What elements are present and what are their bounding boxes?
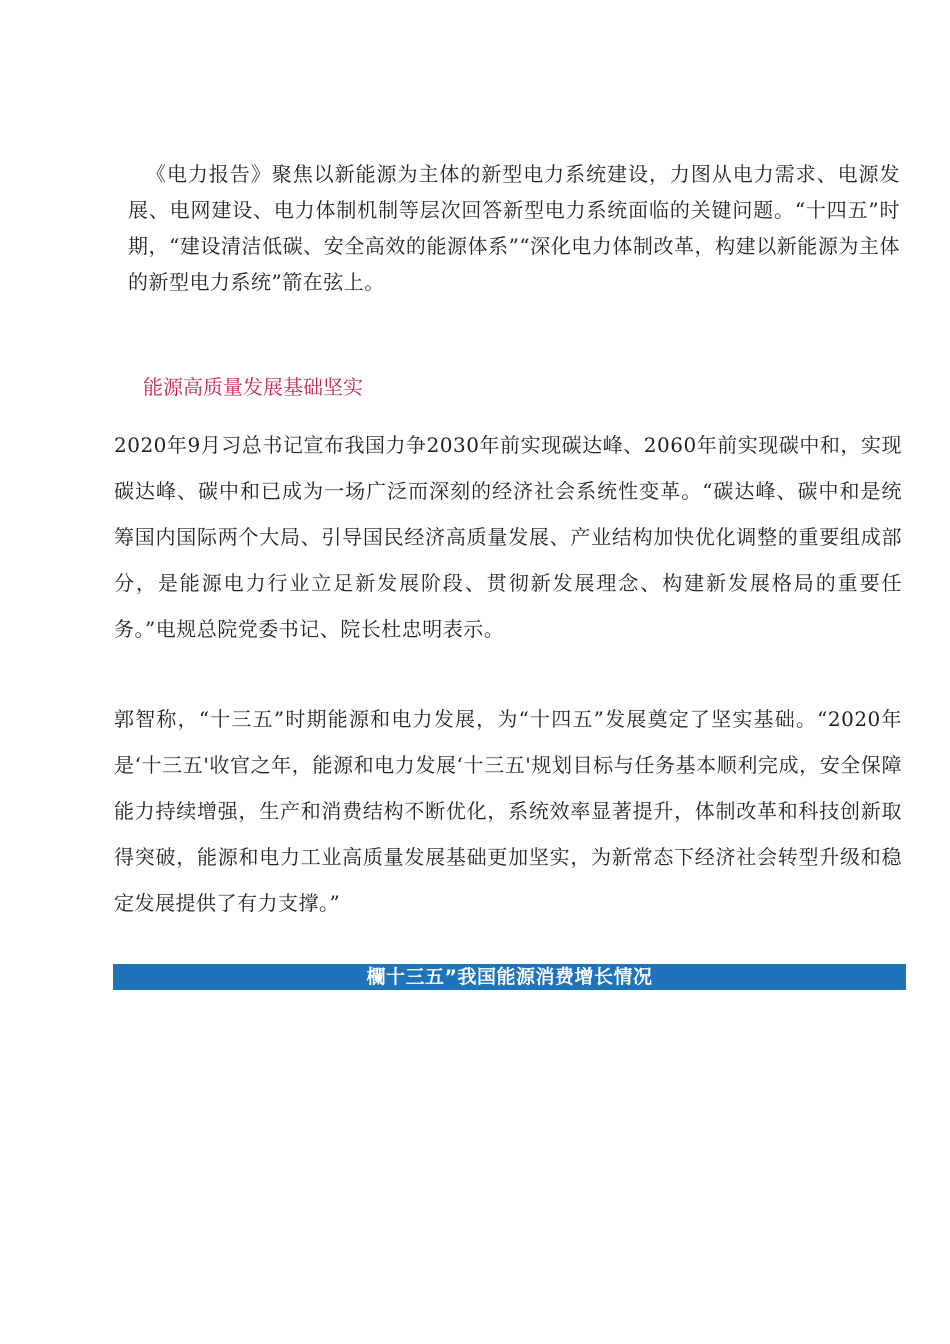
body-paragraph-carbon-goals: 2020年9月习总书记宣布我国力争2030年前实现碳达峰、2060年前实现碳中和，实现碳达峰、碳中和已成为一场广泛而深刻的经济社会系统性变革。“碳达峰、碳中和是统筹国内国际两个大局、引导国民经济高质量发展、产业结构加快优化调整的重要组成部分，是能源电力行业立足新发展阶段、贯彻新发展理念、构建新发展格局的重要任务。”电规总院党委书记、院长杜忠明表示。 <box>114 433 902 641</box>
intro-paragraph: 《电力报告》聚焦以新能源为主体的新型电力系统建设，力图从电力需求、电源发展、电网建设、电力体制机制等层次回答新型电力系统面临的关键问题。“十四五”时期，“建设清洁低碳、安全高效的能源体系”“深化电力体制改革，构建以新能源为主体的新型电力系统”箭在弦上。 <box>128 162 900 294</box>
body-paragraph-13th-five-year: 郭智称，“十三五”时期能源和电力发展，为“十四五”发展奠定了坚实基础。“2020年是‘十三五'收官之年，能源和电力发展‘十三五'规划目标与任务基本顺利完成，安全保障能力持续增强，生产和消费结构不断优化，系统效率显著提升，体制改革和科技创新取得突破，能源和电力工业高质量发展基础更加坚实，为新常态下经济社会转型升级和稳定发展提供了有力支撑。” <box>114 707 902 915</box>
section-heading: 能源高质量发展基础坚实 <box>143 375 363 399</box>
table-title-banner: 欄十三五”我国能源消费增长情况 <box>113 964 906 990</box>
